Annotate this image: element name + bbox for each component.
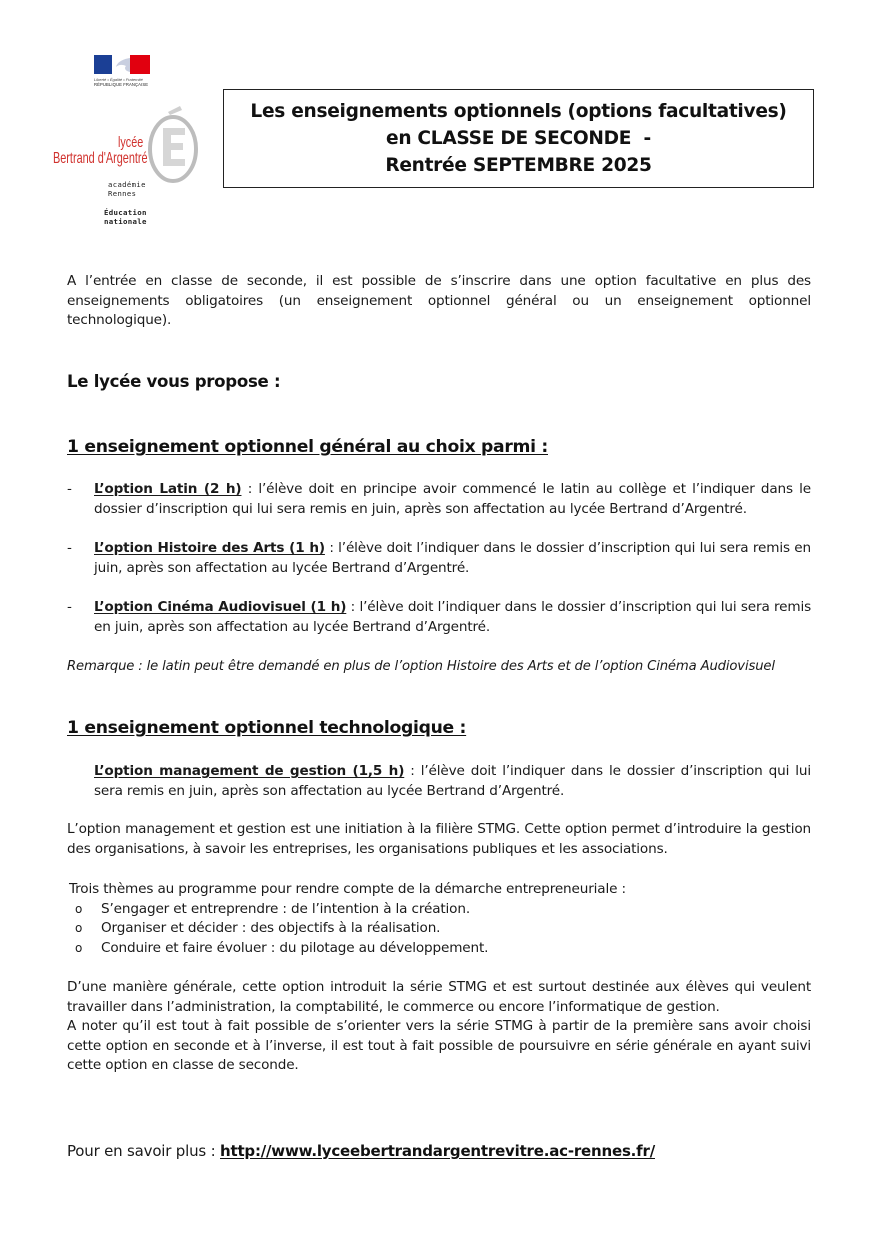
theme-text: S’engager et entreprendre : de l’intention à la création. <box>101 900 470 917</box>
title-box <box>223 89 814 188</box>
proposal-heading: Le lycée vous propose : <box>67 372 281 391</box>
option-description: : l’élève doit l’indiquer dans le dossier d’inscription qui lui sera remis en juin, après son affectation au lycée Bertrand d’Argentré. <box>94 599 812 635</box>
republic-name: RÉPUBLIQUE FRANÇAISE <box>94 82 149 87</box>
themes-intro: Trois thèmes au programme pour rendre compte de la démarche entrepreneuriale : <box>69 881 626 897</box>
school-website-link[interactable]: http://www.lyceebertrandargentrevitre.ac-rennes.fr/ <box>220 1142 655 1160</box>
republic-motto: Liberté • Égalité • Fraternité <box>94 77 143 82</box>
republique-francaise-logo <box>94 55 152 93</box>
list-dash: - <box>67 599 72 615</box>
conclusion-paragraph: D’une manière générale, cette option introduit la série STMG et est surtout destinée aux élèves qui veulent travailler dans l’administration, la comptabilité, le commerce ou encore l’informatique de gestion. <box>67 979 811 1015</box>
ministere-label: Éducation nationale <box>104 208 147 226</box>
title-line: Les enseignements optionnels (options facultatives) <box>250 101 787 122</box>
french-flag-icon <box>94 55 150 74</box>
option-latin <box>67 480 811 519</box>
option-name: L’option Histoire des Arts (1 h) <box>94 540 325 556</box>
option-histoire-des-arts <box>67 539 811 578</box>
list-dash: - <box>67 481 72 497</box>
lycee-word: lycée <box>118 134 144 151</box>
option-name: L’option management de gestion (1,5 h) <box>94 763 405 779</box>
school-name: Bertrand d'Argentré <box>53 150 148 167</box>
list-item <box>69 939 809 959</box>
option-description: : l’élève doit l’indiquer dans le dossier d’inscription qui lui sera remis en juin, après son affectation au lycée Bertrand d’Argentré. <box>94 540 811 576</box>
management-description: L’option management et gestion est une initiation à la filière STMG. Cette option permet d’introduire la gestion des organisations, à savoir les entreprises, les organisations publiques et les associations. <box>67 821 811 857</box>
title-line: en CLASSE DE SECONDE - <box>386 128 651 149</box>
themes-list <box>69 900 809 959</box>
list-dash: - <box>67 540 72 556</box>
theme-text: Organiser et décider : des objectifs à la réalisation. <box>101 920 441 937</box>
more-info-label: Pour en savoir plus : <box>67 1142 220 1160</box>
circle-bullet-icon: o <box>75 940 83 955</box>
title-line: Rentrée SEPTEMBRE 2025 <box>385 155 652 176</box>
themes-block <box>69 880 809 958</box>
lycee-logo <box>48 104 208 234</box>
academie-label: académie Rennes <box>108 180 146 198</box>
conclusion-paragraph: A noter qu’il est tout à fait possible de s’orienter vers la série STMG à partir de la première sans avoir choisi cette option en seconde et à l’inverse, il est tout à fait possible de poursuivre en série générale en ayant suivi cette option en classe de seconde. <box>67 1018 811 1074</box>
option-description: : l’élève doit en principe avoir commencé le latin au collège et l’indiquer dans le dossier d’inscription qui lui sera remis en juin, après son affectation au lycée Bertrand d’Argentré. <box>94 481 812 517</box>
option-name: L’option Latin (2 h) <box>94 481 242 497</box>
circle-bullet-icon: o <box>75 901 83 916</box>
circle-bullet-icon: o <box>75 921 83 936</box>
option-cinema-audiovisuel <box>67 598 811 637</box>
technological-section-heading: 1 enseignement optionnel technologique : <box>67 718 467 738</box>
theme-text: Conduire et faire évoluer : du pilotage au développement. <box>101 939 489 956</box>
option-management-gestion <box>67 762 811 801</box>
intro-paragraph: A l’entrée en classe de seconde, il est possible de s’inscrire dans une option facultative en plus des enseignements obligatoires (un enseignement optionnel général ou un enseignement optionnel technologique). <box>67 273 811 329</box>
option-description: : l’élève doit l’indiquer dans le dossier d’inscription qui lui sera remis en juin, après son affectation au lycée Bertrand d’Argentré. <box>94 763 811 799</box>
list-item <box>69 919 809 939</box>
general-section-heading: 1 enseignement optionnel général au choix parmi : <box>67 437 548 457</box>
list-item <box>69 900 809 920</box>
remark-note: Remarque : le latin peut être demandé en plus de l’option Histoire des Arts et de l’option Cinéma Audiovisuel <box>67 659 775 674</box>
more-info-line <box>67 1142 655 1160</box>
option-name: L’option Cinéma Audiovisuel (1 h) <box>94 599 347 615</box>
